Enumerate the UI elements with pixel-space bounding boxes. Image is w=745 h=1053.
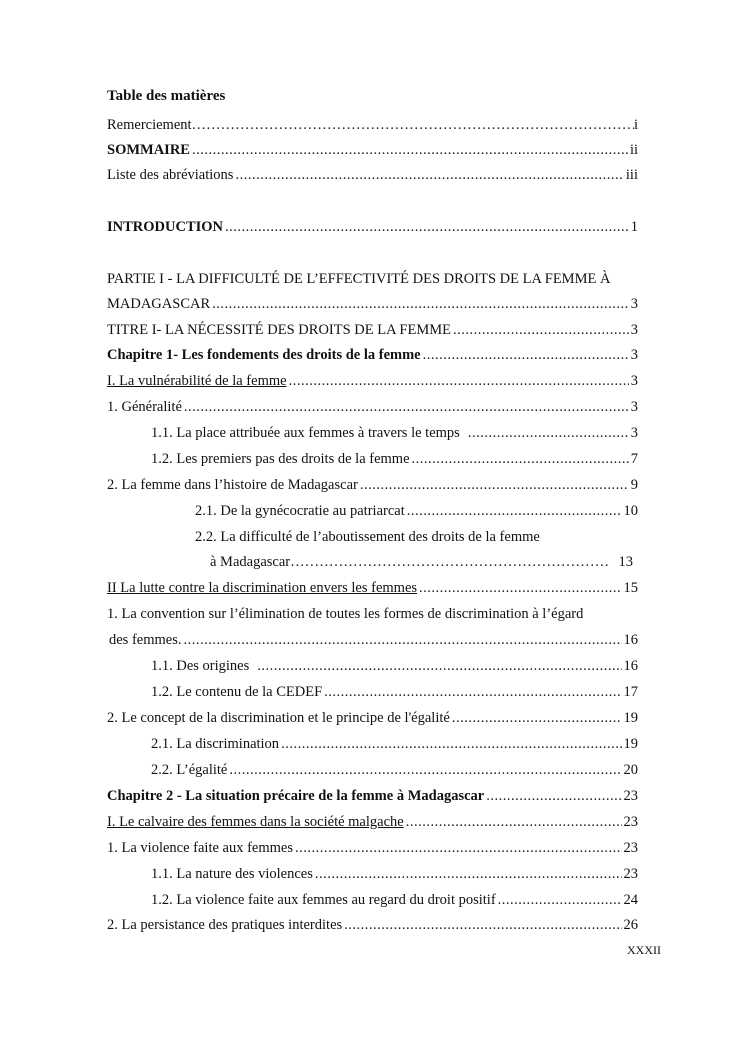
toc-entry: Chapitre 2 - La situation précaire de la femme à Madagascar ..... 23 [107,786,638,806]
toc-entry: I. Le calvaire des femmes dans la société malgache ..... 23 [107,812,638,832]
toc-entry: 2. La femme dans l’histoire de Madagascar ..... 9 [107,475,638,495]
toc-entry-wrapped: 1. La convention sur l’élimination de toutes les formes de discrimination à l’égard [107,606,584,622]
toc-entry: 1.1. La nature des violences ..... 23 [151,864,638,884]
toc-entry: 1.2. Le contenu de la CEDEF ..... 17 [151,682,638,702]
toc-entry-wrapped: 2.2. La difficulté de l’aboutissement des droits de la femme [195,529,540,545]
page-number: XXXII [627,943,661,957]
toc-entry: 1.1. Des origines ..... 16 [151,656,638,676]
toc-entry: 2.1. La discrimination ..... 19 [151,734,638,754]
toc-entry: 2.1. De la gynécocratie au patriarcat ..... 10 [195,501,638,521]
toc-entry: 1. Généralité ..... 3 [107,397,638,417]
toc-entry: TITRE I- LA NÉCESSITÉ DES DROITS DE LA FEMME ..... 3 [107,320,638,340]
toc-entry: MADAGASCAR ..... 3 [107,294,638,314]
toc-entry: à Madagascar ………………………………………………………………………………………………………… 13 [210,552,633,572]
toc-title: Table des matières [107,88,226,104]
toc-entry: Chapitre 1- Les fondements des droits de la femme ..... 3 [107,345,638,365]
toc-entry: 2. La persistance des pratiques interdites ..... 26 [107,915,638,935]
toc-entry: 1.2. Les premiers pas des droits de la femme ..... 7 [151,449,638,469]
toc-entry: II La lutte contre la discrimination envers les femmes ..... 15 [107,578,638,598]
toc-entry: INTRODUCTION ..... 1 [107,217,638,237]
toc-entry: 2.2. L’égalité ..... 20 [151,760,638,780]
toc-entry: SOMMAIRE ..... ii [107,140,638,160]
toc-entry: 1.1. La place attribuée aux femmes à travers le temps ..... 3 [151,423,638,443]
toc-entry: Remerciement ………………………………………………………………………………………………………… i [107,115,638,135]
toc-entry: 1.2. La violence faite aux femmes au regard du droit positif ..... 24 [151,890,638,910]
toc-entry: Liste des abréviations ..... iii [107,165,638,185]
toc-entry: des femmes. ..... 16 [109,630,638,650]
toc-entry: 1. La violence faite aux femmes ..... 23 [107,838,638,858]
toc-entry-part-heading: PARTIE I - LA DIFFICULTÉ DE L’EFFECTIVITÉ DES DROITS DE LA FEMME À [107,271,611,287]
toc-entry: 2. Le concept de la discrimination et le principe de l'égalité ..... 19 [107,708,638,728]
toc-entry: I. La vulnérabilité de la femme ..... 3 [107,371,638,391]
